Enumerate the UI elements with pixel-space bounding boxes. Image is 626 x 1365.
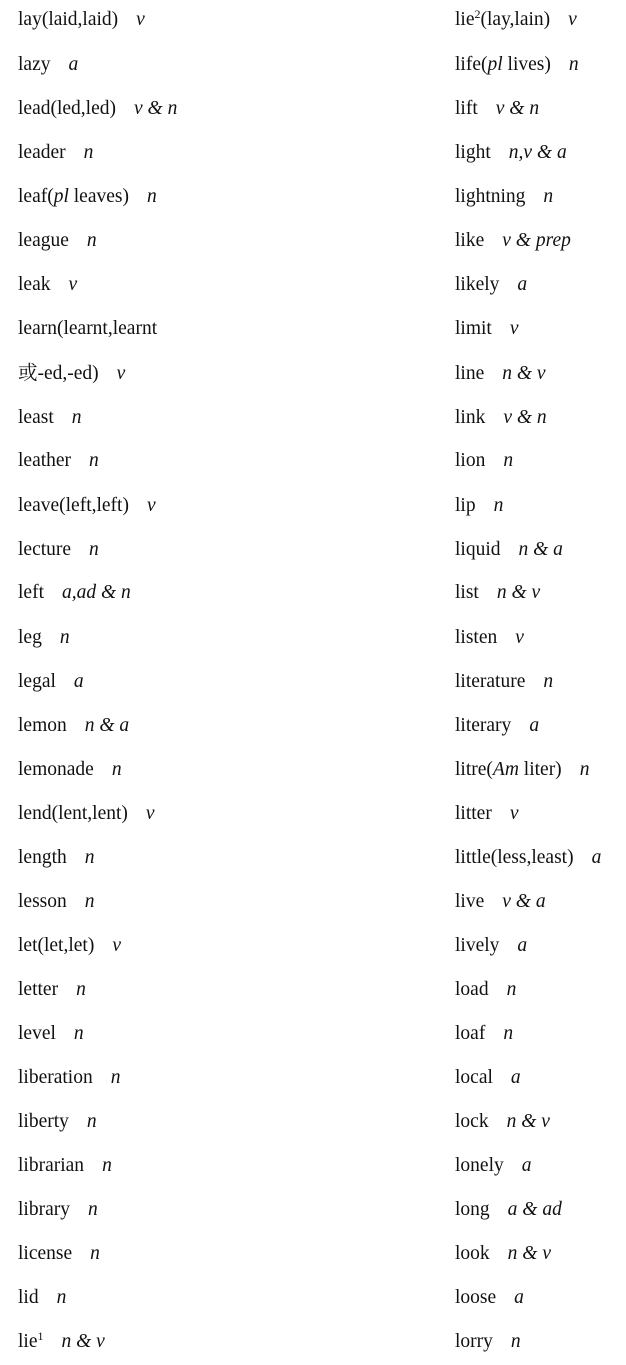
part-of-speech: v [509,318,519,339]
part-of-speech: v [112,935,121,956]
word-entry [455,667,553,697]
headword [455,1067,493,1088]
headword [455,495,476,516]
part-of-speech: v [68,274,78,295]
headword [455,539,501,560]
word-entry [18,403,81,433]
headword-text: lesson [18,891,67,912]
headword-text: lie [455,9,475,30]
word-entry [18,578,131,608]
word-entry [455,887,546,917]
part-of-speech: v & prep [502,230,571,251]
part-of-speech: n [87,1199,98,1220]
word-entry [18,491,156,521]
part-of-speech: n [89,539,99,560]
part-of-speech: n [503,450,514,471]
headword-text: line [455,363,485,384]
headword [455,803,492,824]
headword-text: load [455,979,489,1000]
headword [18,539,71,560]
word-entry [18,1019,84,1049]
headword [455,715,511,736]
headword [455,1023,485,1044]
headword-text: literature [455,671,526,692]
part-of-speech: n [543,186,554,207]
headword [455,979,489,1000]
headword [18,715,67,736]
headword [455,1287,496,1308]
headword-text: listen [455,627,498,648]
headword-text: leg [18,627,42,648]
headword [18,1155,84,1176]
headword-text: live [455,891,485,912]
word-entry [18,446,99,476]
headword [18,582,44,603]
headword-text: lorry [455,1331,493,1352]
headword [18,274,50,295]
part-of-speech: n [111,759,122,780]
headword-text: leak [18,274,51,295]
part-of-speech: n & v [502,363,546,384]
headword [455,891,484,912]
part-of-speech: v & a [502,891,546,912]
part-of-speech: a [514,1287,524,1308]
part-of-speech: n [86,230,97,251]
word-entry [18,535,99,565]
headword-text: lecture [18,539,72,560]
headword [455,627,497,648]
homograph-number: 1 [37,1329,44,1343]
headword-text: lie [18,1331,38,1352]
word-entry [18,1107,97,1137]
headword [18,759,94,780]
headword [455,1199,490,1220]
word-entry [455,138,567,168]
part-of-speech: n [84,891,95,912]
headword [18,230,69,251]
headword-text: life( [455,54,488,75]
word-entry [455,1063,521,1093]
homograph-number: 2 [474,7,481,21]
headword-text: light [455,142,491,163]
part-of-speech: n [493,495,504,516]
headword-text: lip [455,495,476,516]
word-entry [455,1151,532,1181]
headword [18,847,67,868]
headword-text: learn(learnt,learnt [18,318,158,339]
part-of-speech: n [579,759,590,780]
part-of-speech: v & n [134,98,178,119]
headword-text: loaf [455,1023,486,1044]
headword-text: little(less,least) [455,847,574,868]
headword [455,450,485,471]
part-of-speech: a,ad & n [61,582,131,603]
headword-text: leave(left,left) [18,495,129,516]
part-of-speech: a [68,54,79,75]
headword-text: legal [18,671,56,692]
word-entry [455,755,589,785]
word-entry [455,446,513,476]
part-of-speech: n [90,1243,100,1264]
headword [18,1067,93,1088]
part-of-speech: v [136,9,145,30]
part-of-speech: n [110,1067,121,1088]
headword [18,54,50,75]
headword-text: lonely [455,1155,504,1176]
headword-text: librarian [18,1155,85,1176]
part-of-speech: n & a [84,715,130,736]
word-entry [18,975,86,1005]
part-of-speech: v [145,803,155,824]
headword [455,1155,504,1176]
headword-text: litter [455,803,492,824]
part-of-speech: a [510,1067,521,1088]
headword-text-tail: (lay,lain) [480,9,551,30]
word-entry [455,5,577,35]
word-entry [18,1239,100,1269]
headword [18,935,94,956]
word-entry [18,1195,98,1225]
headword-text-tail: leaves) [68,186,129,207]
headword [455,1331,493,1352]
word-entry [18,226,97,256]
headword-text: liquid [455,539,501,560]
word-entry [455,799,518,829]
part-of-speech: n [86,1111,97,1132]
headword [18,407,54,428]
word-entry [455,578,540,608]
headword-text: long [455,1199,490,1220]
headword [455,186,525,207]
headword [455,54,551,75]
word-entry [455,314,519,344]
inflection-label: pl [53,186,69,207]
word-entry [18,711,129,741]
headword-text-tail: lives) [502,54,551,75]
headword-text: license [18,1243,73,1264]
word-entry [18,94,177,124]
headword [18,627,42,648]
headword-text: lend(lent,lent) [18,803,128,824]
headword-text: like [455,230,485,251]
headword-text: lively [455,935,500,956]
word-entry [18,755,122,785]
headword-text: level [18,1023,56,1044]
part-of-speech: a [517,274,528,295]
word-entry [455,226,571,256]
headword-text: lightning [455,186,526,207]
word-entry [455,1107,550,1137]
headword-text: league [18,230,69,251]
headword-text: local [455,1067,493,1088]
word-entry [18,314,157,344]
headword-text: left [18,582,44,603]
headword [455,1111,489,1132]
headword-text: liberation [18,1067,93,1088]
headword-text-tail: liter) [518,759,562,780]
word-entry [455,711,539,741]
inflection-label: pl [487,54,503,75]
headword [455,274,499,295]
word-entry [18,1151,112,1181]
part-of-speech: n & v [506,1111,550,1132]
headword [455,1243,490,1264]
headword [455,582,479,603]
part-of-speech: a [73,671,84,692]
word-entry [18,623,70,653]
headword [455,363,484,384]
word-entry [455,843,601,873]
headword [455,142,491,163]
headword [18,450,71,471]
headword [455,318,492,339]
word-entry [455,975,516,1005]
headword-text: length [18,847,67,868]
part-of-speech: n [73,1023,84,1044]
headword-text: look [455,1243,490,1264]
word-entry [18,799,155,829]
headword-text: lid [18,1287,39,1308]
headword [18,1331,44,1352]
word-entry [18,359,125,389]
headword [18,318,157,339]
word-entry [18,182,157,212]
part-of-speech: n [102,1155,112,1176]
word-entry [455,359,546,389]
part-of-speech: n [146,186,157,207]
headword [18,979,58,1000]
part-of-speech: v [116,363,126,384]
headword-text: leader [18,142,66,163]
word-entry [18,667,84,697]
part-of-speech: n & v [61,1331,105,1352]
headword-text: lemon [18,715,67,736]
word-entry [455,623,524,653]
word-entry [18,1063,120,1093]
word-entry [18,887,95,917]
part-of-speech: n & v [507,1243,551,1264]
word-entry [18,843,95,873]
word-entry [18,270,77,300]
headword-text: lead(led,led) [18,98,116,119]
part-of-speech: v [509,803,519,824]
headword-text: let(let,let) [18,935,95,956]
headword-text: lock [455,1111,489,1132]
headword-text: liberty [18,1111,69,1132]
part-of-speech: n & a [518,539,563,560]
part-of-speech: n [568,54,579,75]
headword [455,98,478,119]
headword [18,9,118,30]
headword-text: lion [455,450,486,471]
headword [18,671,56,692]
headword [455,935,499,956]
part-of-speech: a [521,1155,532,1176]
headword [18,1023,56,1044]
part-of-speech: n [506,979,517,1000]
headword [455,847,574,868]
headword-text: litre( [455,759,493,780]
headword [18,1111,69,1132]
part-of-speech: n [71,407,82,428]
word-entry [18,50,78,80]
word-entry [455,1239,551,1269]
part-of-speech: a [591,847,602,868]
headword-text: 或-ed,-ed) [18,363,99,384]
headword [455,671,525,692]
word-entry [455,1327,521,1357]
part-of-speech: n [56,1287,67,1308]
headword-text: leaf( [18,186,54,207]
headword-text: likely [455,274,500,295]
part-of-speech: n [89,450,99,471]
headword [18,495,129,516]
word-entry [455,270,527,300]
word-entry [455,491,503,521]
headword [18,363,99,384]
part-of-speech: n [543,671,554,692]
part-of-speech: n [503,1023,514,1044]
headword-text: letter [18,979,59,1000]
inflection-label: Am [492,759,519,780]
part-of-speech: n,v & a [508,142,567,163]
part-of-speech: n [510,1331,521,1352]
headword [18,891,67,912]
word-entry [455,535,563,565]
part-of-speech: v [568,9,577,30]
part-of-speech: n [76,979,86,1000]
word-entry [455,1195,562,1225]
headword-text: library [18,1199,70,1220]
headword-text: lemonade [18,759,94,780]
headword [455,9,550,30]
word-entry [18,138,93,168]
part-of-speech: v & n [503,407,547,428]
headword [18,1199,70,1220]
part-of-speech: v [146,495,156,516]
headword-text: link [455,407,486,428]
headword [18,803,128,824]
word-entry [18,1283,66,1313]
headword [18,186,129,207]
headword [455,407,485,428]
word-entry [18,5,145,35]
part-of-speech: a [517,935,528,956]
word-entry [455,50,579,80]
word-entry [18,931,121,961]
word-entry [455,403,547,433]
headword-text: lazy [18,54,51,75]
part-of-speech: v [515,627,524,648]
headword-text: lay(laid,laid) [18,9,119,30]
headword [455,230,484,251]
headword [18,142,66,163]
word-entry [455,931,527,961]
headword [18,1287,39,1308]
part-of-speech: n & v [496,582,541,603]
part-of-speech: n [84,847,95,868]
part-of-speech: a [529,715,540,736]
word-entry [455,94,539,124]
headword-text: list [455,582,479,603]
word-entry [455,182,553,212]
headword [18,1243,72,1264]
headword-text: lift [455,98,478,119]
word-entry [455,1019,513,1049]
headword-text: literary [455,715,512,736]
word-entry [18,1327,105,1357]
headword [18,98,116,119]
headword [455,759,562,780]
headword-text: loose [455,1287,497,1308]
part-of-speech: n [83,142,94,163]
part-of-speech: v & n [495,98,540,119]
headword-text: least [18,407,54,428]
part-of-speech: n [59,627,70,648]
headword-text: leather [18,450,72,471]
part-of-speech: a & ad [507,1199,562,1220]
headword-text: limit [455,318,492,339]
word-entry [455,1283,524,1313]
